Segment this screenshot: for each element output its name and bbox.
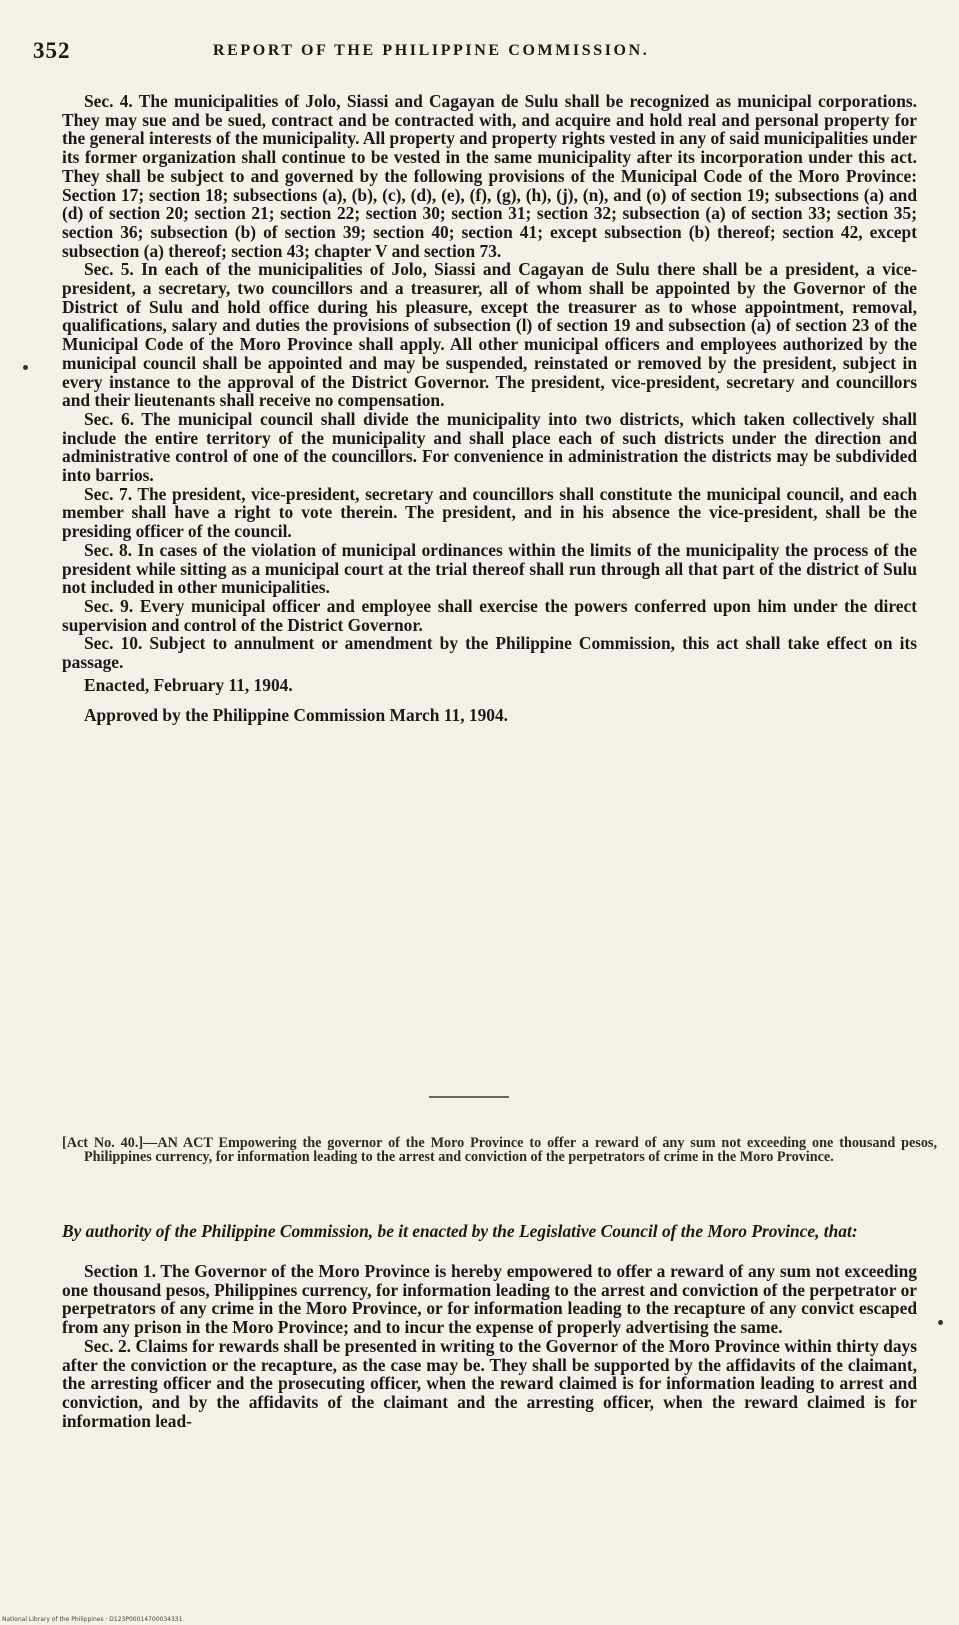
act-40-body (62, 1262, 917, 1430)
section-9: Sec. 9. Every municipal officer and employee shall exercise the powers conferred upon him under the direct supervision and control of the District Governor. (62, 595, 917, 635)
section-divider (429, 1096, 509, 1098)
section-4: Sec. 4. The municipalities of Jolo, Siassi and Cagayan de Sulu shall be recognized as municipal corporations. They may sue and be sued, contract and be contracted with, and acquire and hold real and personal property for the general interests of the municipality. All property and property rights vested in any of said municipalities under its former organization shall continue to be vested in the same municipality after its incorporation under this act. They shall be subject to and governed by the following provisions of the Municipal Code of the Moro Province: Section 17; section 18; subsections (a), (b), (c), (d), (e), (f), (g), (h), (j), (n), and (o) of section 19; subsections (a) and (d) of section 20; section 21; section 22; section 30; section 31; section 32; subsection (a) of section 33; section 35; section 36; subsection (b) of section 39; section 40; section 41; except subsection (b) thereof; section 42, except subsection (a) thereof; section 43; chapter V and section 73. (62, 91, 917, 261)
margin-speck (938, 1320, 943, 1325)
page-number: 352 (33, 38, 71, 63)
section-10: Sec. 10. Subject to annulment or amendment by the Philippine Commission, this act shall take effect on its passage. (62, 633, 917, 673)
enacting-clause: By authority of the Philippine Commission, be it enacted by the Legislative Council of the Moro Province, that: (62, 1221, 858, 1241)
page-header (33, 38, 923, 68)
act-40-section-1: Section 1. The Governor of the Moro Province is hereby empowered to offer a reward of any sum not exceeding one thousand pesos, Philippines currency, for information leading to the arrest and conviction of the perpetrator or perpetrators of any crime in the Moro Province, or for information leading to the recapture of any convict escaped from any prison in the Moro Province; and to incur the expense of properly advertising the same. (62, 1261, 917, 1338)
running-head: REPORT OF THE PHILIPPINE COMMISSION. (213, 42, 650, 59)
margin-speck (23, 365, 28, 370)
enacted-date: Enacted, February 11, 1904. (84, 674, 293, 695)
approved-date: Approved by the Philippine Commission March 11, 1904. (84, 704, 509, 725)
act-40-section-2: Sec. 2. Claims for rewards shall be presented in writing to the Governor of the Moro Province within thirty days after the conviction or the recapture, as the case may be. They shall be supported by the affidavits of the claimant, the arresting officer and the prosecuting officer, when the reward claimed is for information leading to arrest and conviction, and by the affidavits of the claimant and the arresting officer, when the reward claimed is for information lead- (62, 1335, 917, 1431)
scan-footer: National Library of the Philippines · D123P00014700034331 (2, 1616, 183, 1623)
section-7: Sec. 7. The president, vice-president, secretary and councillors shall constitute the municipal council, and each member shall have a right to vote therein. The president, and in his absence the vice-president, shall be the presiding officer of the council. (62, 483, 917, 542)
act-body (62, 92, 917, 725)
section-8: Sec. 8. In cases of the violation of municipal ordinances within the limits of the municipality the process of the president while sitting as a municipal court at the trial thereof shall run through all that part of the district of Sulu not included in other municipalities. (62, 539, 917, 598)
act-40-title: [Act No. 40.]—AN ACT Empowering the governor of the Moro Province to offer a reward of any sum not exceeding one thousand pesos, Philippines currency, for information leading to the arrest and conviction of the perpetrators of crime in the Moro Province. (62, 1135, 937, 1166)
section-5: Sec. 5. In each of the municipalities of Jolo, Siassi and Cagayan de Sulu there shall be a president, a vice-president, a secretary, two councillors and a treasurer, all of whom shall be appointed by the Governor of the District of Sulu and hold office during his pleasure, except the treasurer as to whose appointment, removal, qualifications, salary and duties the provisions of subsection (l) of section 19 and subsection (a) of section 23 of the Municipal Code of the Moro Province shall apply. All other municipal officers and employees authorized by the municipal council shall be appointed and may be suspended, reinstated or removed by the president, subject in every instance to the approval of the District Governor. The president, vice-president, secretary and councillors and their lieutenants shall receive no compensation. (62, 259, 917, 411)
section-6: Sec. 6. The municipal council shall divide the municipality into two districts, which taken collectively shall include the entire territory of the municipality and shall place each of such districts under the direction and administrative control of one of the councillors. For convenience in administration the districts may be subdivided into barrios. (62, 408, 917, 486)
